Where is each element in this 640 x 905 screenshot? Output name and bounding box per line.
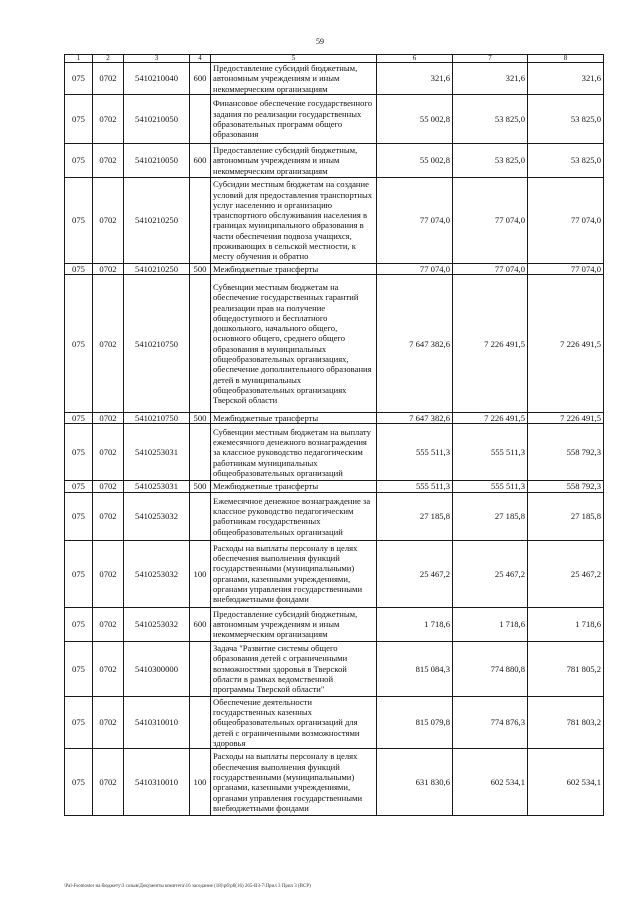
- amount-col8-cell: 7 226 491,5: [528, 413, 604, 424]
- section-code-cell: 0702: [93, 696, 124, 748]
- table-row: [65, 177, 604, 263]
- description-cell: Финансовое обеспечение государственного задания по реализации государственных образовательных программ общего образования: [211, 94, 377, 143]
- target-code-cell: 5410210050: [124, 143, 190, 177]
- amount-col8-cell: 558 792,3: [528, 481, 604, 492]
- amount-col8-cell: 25 467,2: [528, 540, 604, 607]
- expense-type-cell: 500: [190, 263, 211, 274]
- amount-col7-cell: 1 718,6: [453, 607, 528, 641]
- gov-code-cell: 075: [65, 696, 93, 748]
- table-header-row: [65, 55, 604, 63]
- gov-code-cell: 075: [65, 540, 93, 607]
- expense-type-cell: 600: [190, 143, 211, 177]
- description-cell: Обеспечение деятельности государственных казенных общеобразовательных организаций для детей с ограниченными возможностями здоровья: [211, 696, 377, 748]
- gov-code-cell: 075: [65, 94, 93, 143]
- header-cell: 8: [528, 55, 604, 63]
- amount-col6-cell: 321,6: [377, 63, 453, 95]
- table-row: [65, 275, 604, 413]
- target-code-cell: 5410253031: [124, 424, 190, 481]
- target-code-cell: 5410210250: [124, 177, 190, 263]
- header-cell: 3: [124, 55, 190, 63]
- expense-type-cell: 100: [190, 749, 211, 816]
- amount-col8-cell: 53 825,0: [528, 143, 604, 177]
- section-code-cell: 0702: [93, 413, 124, 424]
- expense-type-cell: 500: [190, 481, 211, 492]
- target-code-cell: 5410210750: [124, 413, 190, 424]
- amount-col6-cell: 55 002,8: [377, 94, 453, 143]
- amount-col6-cell: 77 074,0: [377, 177, 453, 263]
- page-number: 59: [316, 37, 324, 46]
- description-cell: Расходы на выплаты персоналу в целях обеспечения выполнения функций государственными (муниципальными) органами, казенными учреждениями, органами управления государственными внебюджетными фондами: [211, 540, 377, 607]
- table-row: [65, 413, 604, 424]
- amount-col7-cell: 77 074,0: [453, 177, 528, 263]
- section-code-cell: 0702: [93, 749, 124, 816]
- expense-type-cell: [190, 641, 211, 696]
- gov-code-cell: 075: [65, 641, 93, 696]
- target-code-cell: 5410210040: [124, 63, 190, 95]
- header-cell: 2: [93, 55, 124, 63]
- amount-col8-cell: 321,6: [528, 63, 604, 95]
- table-row: [65, 94, 604, 143]
- amount-col7-cell: 602 534,1: [453, 749, 528, 816]
- expense-type-cell: [190, 492, 211, 540]
- expense-type-cell: [190, 177, 211, 263]
- gov-code-cell: 075: [65, 63, 93, 95]
- target-code-cell: 5410210050: [124, 94, 190, 143]
- section-code-cell: 0702: [93, 143, 124, 177]
- table-row: [65, 481, 604, 492]
- description-cell: Ежемесячное денежное вознаграждение за классное руководство педагогическим работникам государственных общеобразовательных организаций: [211, 492, 377, 540]
- section-code-cell: 0702: [93, 481, 124, 492]
- description-cell: Межбюджетные трансферты: [211, 413, 377, 424]
- amount-col8-cell: 53 825,0: [528, 94, 604, 143]
- amount-col6-cell: 55 002,8: [377, 143, 453, 177]
- section-code-cell: 0702: [93, 492, 124, 540]
- amount-col7-cell: 7 226 491,5: [453, 275, 528, 413]
- gov-code-cell: 075: [65, 481, 93, 492]
- description-cell: Предоставление субсидий бюджетным, автономным учреждениям и иным некоммерческим организациям: [211, 607, 377, 641]
- target-code-cell: 5410310010: [124, 749, 190, 816]
- section-code-cell: 0702: [93, 607, 124, 641]
- table-row: [65, 696, 604, 748]
- gov-code-cell: 075: [65, 607, 93, 641]
- gov-code-cell: 075: [65, 177, 93, 263]
- header-cell: 1: [65, 55, 93, 63]
- section-code-cell: 0702: [93, 63, 124, 95]
- expense-type-cell: [190, 275, 211, 413]
- amount-col8-cell: 558 792,3: [528, 424, 604, 481]
- table-row: [65, 492, 604, 540]
- header-cell: 7: [453, 55, 528, 63]
- amount-col8-cell: 77 074,0: [528, 263, 604, 274]
- amount-col6-cell: 555 511,3: [377, 481, 453, 492]
- target-code-cell: 5410210250: [124, 263, 190, 274]
- table-row: [65, 641, 604, 696]
- amount-col6-cell: 815 084,3: [377, 641, 453, 696]
- amount-col7-cell: 774 876,3: [453, 696, 528, 748]
- description-cell: Предоставление субсидий бюджетным, автономным учреждениям и иным некоммерческим организациям: [211, 63, 377, 95]
- amount-col7-cell: 555 511,3: [453, 481, 528, 492]
- gov-code-cell: 075: [65, 749, 93, 816]
- amount-col6-cell: 25 467,2: [377, 540, 453, 607]
- amount-col6-cell: 1 718,6: [377, 607, 453, 641]
- amount-col6-cell: 555 511,3: [377, 424, 453, 481]
- amount-col6-cell: 631 830,6: [377, 749, 453, 816]
- table-row: [65, 143, 604, 177]
- expense-type-cell: 100: [190, 540, 211, 607]
- amount-col6-cell: 815 079,8: [377, 696, 453, 748]
- expense-type-cell: [190, 94, 211, 143]
- table-row: [65, 263, 604, 274]
- target-code-cell: 5410253032: [124, 492, 190, 540]
- amount-col7-cell: 555 511,3: [453, 424, 528, 481]
- gov-code-cell: 075: [65, 492, 93, 540]
- table-row: [65, 749, 604, 816]
- target-code-cell: 5410253032: [124, 607, 190, 641]
- amount-col7-cell: 27 185,8: [453, 492, 528, 540]
- amount-col8-cell: 781 803,2: [528, 696, 604, 748]
- target-code-cell: 5410310010: [124, 696, 190, 748]
- table-row: [65, 607, 604, 641]
- gov-code-cell: 075: [65, 275, 93, 413]
- amount-col8-cell: 602 534,1: [528, 749, 604, 816]
- amount-col7-cell: 7 226 491,5: [453, 413, 528, 424]
- amount-col6-cell: 7 647 382,6: [377, 275, 453, 413]
- description-cell: Задача "Развитие системы общего образования детей с ограниченными возможностями здоровья в Тверской области в рамках ведомственной программы Тверской области": [211, 641, 377, 696]
- amount-col8-cell: 1 718,6: [528, 607, 604, 641]
- amount-col7-cell: 25 467,2: [453, 540, 528, 607]
- target-code-cell: 5410253031: [124, 481, 190, 492]
- amount-col7-cell: 77 074,0: [453, 263, 528, 274]
- section-code-cell: 0702: [93, 177, 124, 263]
- header-cell: 6: [377, 55, 453, 63]
- target-code-cell: 5410210750: [124, 275, 190, 413]
- description-cell: Предоставление субсидий бюджетным, автономным учреждениям и иным некоммерческим организациям: [211, 143, 377, 177]
- table-row: [65, 540, 604, 607]
- description-cell: Межбюджетные трансферты: [211, 263, 377, 274]
- gov-code-cell: 075: [65, 413, 93, 424]
- description-cell: Субвенции местным бюджетам на обеспечение государственных гарантий реализации прав на получение общедоступного и бесплатного дошкольного, начального общего, основного общего, среднего общего образования в муниципальных общеобразовательных организациях, обеспечение дополнительного образования детей в муниципальных общеобразовательных организациях Тверской области: [211, 275, 377, 413]
- amount-col8-cell: 7 226 491,5: [528, 275, 604, 413]
- budget-table: [64, 54, 604, 816]
- amount-col6-cell: 77 074,0: [377, 263, 453, 274]
- description-cell: Субвенции местным бюджетам на выплату ежемесячного денежного вознаграждения за классное руководство педагогическим работникам муниципальных общеобразовательных организаций: [211, 424, 377, 481]
- expense-type-cell: 600: [190, 63, 211, 95]
- description-cell: Расходы на выплаты персоналу в целях обеспечения выполнения функций государственными (муниципальными) органами, казенными учреждениями, органами управления государственными внебюджетными фондами: [211, 749, 377, 816]
- section-code-cell: 0702: [93, 94, 124, 143]
- section-code-cell: 0702: [93, 641, 124, 696]
- section-code-cell: 0702: [93, 540, 124, 607]
- header-cell: 5: [211, 55, 377, 63]
- table-row: [65, 424, 604, 481]
- amount-col6-cell: 7 647 382,6: [377, 413, 453, 424]
- amount-col7-cell: 321,6: [453, 63, 528, 95]
- description-cell: Межбюджетные трансферты: [211, 481, 377, 492]
- gov-code-cell: 075: [65, 143, 93, 177]
- target-code-cell: 5410300000: [124, 641, 190, 696]
- amount-col7-cell: 53 825,0: [453, 143, 528, 177]
- amount-col7-cell: 53 825,0: [453, 94, 528, 143]
- target-code-cell: 5410253032: [124, 540, 190, 607]
- section-code-cell: 0702: [93, 275, 124, 413]
- expense-type-cell: [190, 696, 211, 748]
- amount-col8-cell: 27 185,8: [528, 492, 604, 540]
- table-row: [65, 63, 604, 95]
- file-path-footer: \Pal-Fsomoster на бюджету\3 созыв\Документы комитета\16 заседание (18)\рб\рб(16) 265-ВЗ-7\Прил 3 Прил 3 (ВСР): [64, 884, 311, 889]
- section-code-cell: 0702: [93, 424, 124, 481]
- expense-type-cell: [190, 424, 211, 481]
- amount-col8-cell: 77 074,0: [528, 177, 604, 263]
- amount-col8-cell: 781 805,2: [528, 641, 604, 696]
- header-cell: 4: [190, 55, 211, 63]
- amount-col6-cell: 27 185,8: [377, 492, 453, 540]
- expense-type-cell: 500: [190, 413, 211, 424]
- description-cell: Субсидии местным бюджетам на создание условий для предоставления транспортных услуг населению и организацию транспортного обслуживания населения в границах муниципального образования в части обеспечения подвоза учащихся, проживающих в сельской местности, к месту обучения и обратно: [211, 177, 377, 263]
- gov-code-cell: 075: [65, 424, 93, 481]
- gov-code-cell: 075: [65, 263, 93, 274]
- expense-type-cell: 600: [190, 607, 211, 641]
- amount-col7-cell: 774 880,8: [453, 641, 528, 696]
- section-code-cell: 0702: [93, 263, 124, 274]
